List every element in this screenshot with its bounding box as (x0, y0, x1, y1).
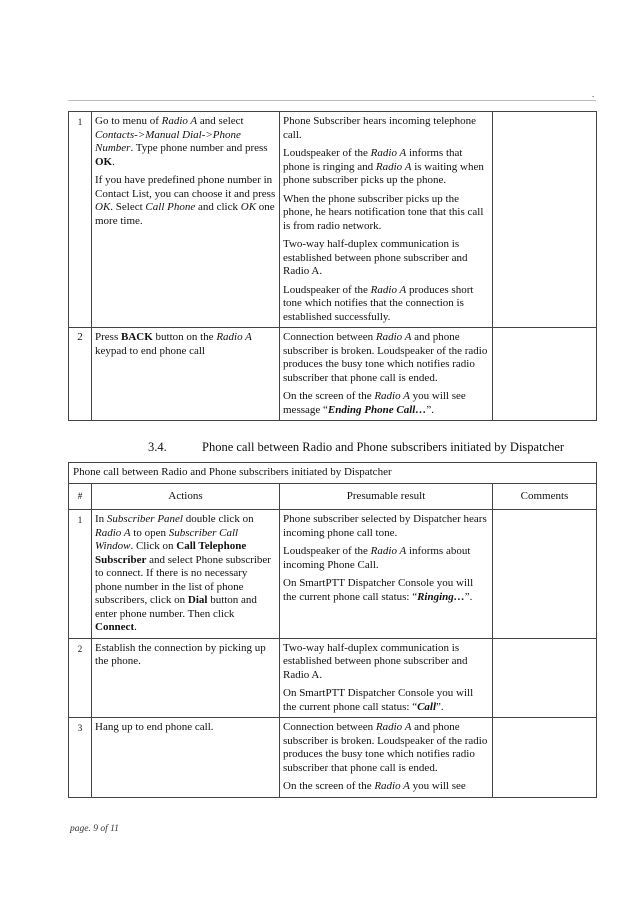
section-title: Phone call between Radio and Phone subscribers initiated by Dispatcher (202, 440, 565, 454)
header-mark: . (592, 89, 595, 99)
text-run: and phone subscriber is broken. Loudspeaker of the radio produces the busy tone which notifies radio subscriber that phone call is ended. (283, 721, 488, 774)
action-cell (92, 510, 280, 639)
result-cell (280, 718, 493, 798)
result-cell (280, 638, 493, 718)
cell-paragraph (283, 642, 489, 683)
table-caption: Phone call between Radio and Phone subscribers initiated by Dispatcher (69, 463, 597, 484)
text-run: Phone subscriber selected by Dispatcher hears incoming phone call tone. (283, 513, 487, 539)
table-row (69, 328, 597, 421)
cell-paragraph (283, 513, 489, 540)
text-run: Connection between (283, 721, 376, 733)
text-run: ”. (426, 403, 434, 416)
text-run: Contacts->Manual Dial->Phone Number (95, 128, 241, 154)
text-run: Radio A (375, 160, 412, 173)
header-rule (68, 100, 596, 101)
text-run: is waiting when phone subscriber picks up the phone. (283, 160, 484, 186)
action-cell (92, 328, 280, 421)
text-run: Subscriber Panel (106, 513, 183, 525)
text-run: Hang up to end phone call. (95, 721, 214, 733)
text-run: Phone Subscriber hears incoming telephone call. (283, 115, 477, 141)
comments-cell (493, 638, 597, 718)
text-run: Radio A (216, 331, 252, 343)
text-run: Call Telephone Subscriber (95, 540, 247, 566)
text-run: ”. (436, 700, 444, 713)
text-run: Radio A (374, 390, 410, 402)
comments-cell (493, 510, 597, 639)
text-run: and select Phone subscriber to connect. If there is no necessary phone number in the list of phone subscribers, click on (95, 553, 271, 606)
text-run: . (134, 621, 137, 633)
cell-paragraph (283, 577, 489, 604)
text-run: Call (417, 700, 437, 713)
comments-cell (493, 718, 597, 798)
table-row (69, 112, 597, 328)
text-run: informs that phone is ringing and (283, 147, 463, 173)
table-row (69, 718, 597, 798)
text-run: Establish the connection by picking up the phone. (95, 641, 266, 667)
text-run: On the screen of the (283, 390, 375, 402)
cell-paragraph (283, 721, 489, 775)
table-header-row (69, 483, 597, 510)
header-num: # (69, 483, 92, 510)
section-heading (148, 441, 564, 455)
row-number: 2 (69, 328, 92, 421)
text-run: one more time. (95, 201, 275, 227)
text-run: Radio A (370, 545, 407, 557)
cell-paragraph (283, 331, 489, 385)
steps-table-continued (68, 111, 597, 421)
text-run: On SmartPTT Dispatcher Console you will the current phone call status: “ (283, 577, 474, 603)
cell-paragraph (283, 115, 489, 142)
result-cell (280, 112, 493, 328)
text-run: and click (195, 201, 241, 213)
header-comments: Comments (493, 483, 597, 510)
row-number: 3 (69, 718, 92, 798)
cell-paragraph (95, 642, 276, 669)
text-run: Connection between (283, 331, 376, 343)
text-run: produces short tone which notifies that the connection is established successfully. (283, 283, 474, 323)
text-run: . Click on (130, 540, 177, 552)
header-actions: Actions (92, 483, 280, 510)
text-run: OK (240, 201, 257, 213)
text-run: you will see (409, 780, 466, 792)
text-run: On SmartPTT Dispatcher Console you will the current phone call status: “ (283, 687, 474, 713)
result-cell (280, 510, 493, 639)
comments-cell (493, 328, 597, 421)
table-row (69, 638, 597, 718)
row-number: 1 (69, 112, 92, 328)
text-run: Radio A (370, 283, 407, 296)
text-run: BACK (120, 331, 153, 343)
cell-paragraph (283, 238, 489, 279)
text-run: Radio A (375, 331, 412, 343)
cell-paragraph (95, 331, 276, 358)
result-cell (280, 328, 493, 421)
text-run: to open (130, 526, 169, 539)
text-run: Call Phone (145, 201, 196, 213)
action-cell (92, 638, 280, 718)
cell-paragraph (95, 721, 276, 735)
dispatcher-call-table (68, 462, 597, 798)
text-run: Dial (187, 594, 208, 606)
text-run: Radio A (95, 526, 131, 539)
row-number: 2 (69, 638, 92, 718)
cell-paragraph (283, 687, 489, 714)
text-run: Radio A (374, 780, 410, 792)
text-run: informs about incoming Phone Call. (283, 545, 471, 571)
text-run: Press (95, 331, 121, 343)
text-run: Connect (95, 621, 135, 633)
text-run: If you have predefined phone number in Contact List, you can choose it and press (95, 174, 276, 200)
text-run: . Type phone number and press (130, 142, 268, 154)
text-run: Ending Phone Call… (327, 403, 427, 416)
text-run: you will see message “ (283, 390, 466, 416)
cell-paragraph (283, 390, 489, 417)
cell-paragraph (95, 174, 276, 228)
table-row (69, 510, 597, 639)
comments-cell (493, 112, 597, 328)
section-number: 3.4. (148, 440, 167, 454)
text-run: Loudspeaker of the (283, 545, 371, 557)
cell-paragraph (283, 284, 489, 325)
text-run: Radio A (161, 115, 198, 127)
text-run: Subscriber Call Window (95, 526, 239, 552)
text-run: and select (197, 115, 244, 127)
cell-paragraph (283, 193, 489, 234)
action-cell (92, 718, 280, 798)
row-number: 1 (69, 510, 92, 639)
text-run: Radio A (375, 721, 412, 733)
cell-paragraph (95, 513, 276, 635)
text-run: Ringing… (417, 590, 465, 603)
text-run: Radio A (370, 147, 407, 159)
text-run: button and enter phone number. Then click (95, 594, 257, 620)
text-run: Two-way half-duplex communication is established between phone subscriber and Radio A. (283, 238, 468, 277)
text-run: . (112, 155, 115, 168)
text-run: button on the (152, 331, 217, 343)
text-run: Loudspeaker of the (283, 283, 371, 296)
cell-paragraph (283, 780, 489, 794)
header-result: Presumable result (280, 483, 493, 510)
cell-paragraph (95, 115, 276, 169)
cell-paragraph (283, 545, 489, 572)
text-run: ”. (464, 590, 473, 603)
text-run: OK (95, 155, 113, 168)
text-run: Loudspeaker of the (283, 147, 371, 159)
text-run: Two-way half-duplex communication is established between phone subscriber and Radio A. (283, 641, 468, 681)
text-run: and phone subscriber is broken. Loudspeaker of the radio produces the busy tone which notifies radio subscriber that phone call is ended. (283, 331, 488, 384)
text-run: . Select (110, 201, 146, 213)
text-run: On the screen of the (283, 780, 375, 792)
text-run: When the phone subscriber picks up the phone, he hears notification tone that this call is from radio network. (283, 192, 484, 232)
page-footer: page. 9 of 11 (70, 824, 119, 834)
text-run: In (95, 513, 107, 525)
action-cell (92, 112, 280, 328)
text-run: Go to menu of (95, 115, 162, 127)
text-run: OK (95, 201, 111, 213)
text-run: keypad to end phone call (95, 344, 205, 357)
cell-paragraph (283, 147, 489, 188)
text-run: double click on (183, 513, 254, 525)
